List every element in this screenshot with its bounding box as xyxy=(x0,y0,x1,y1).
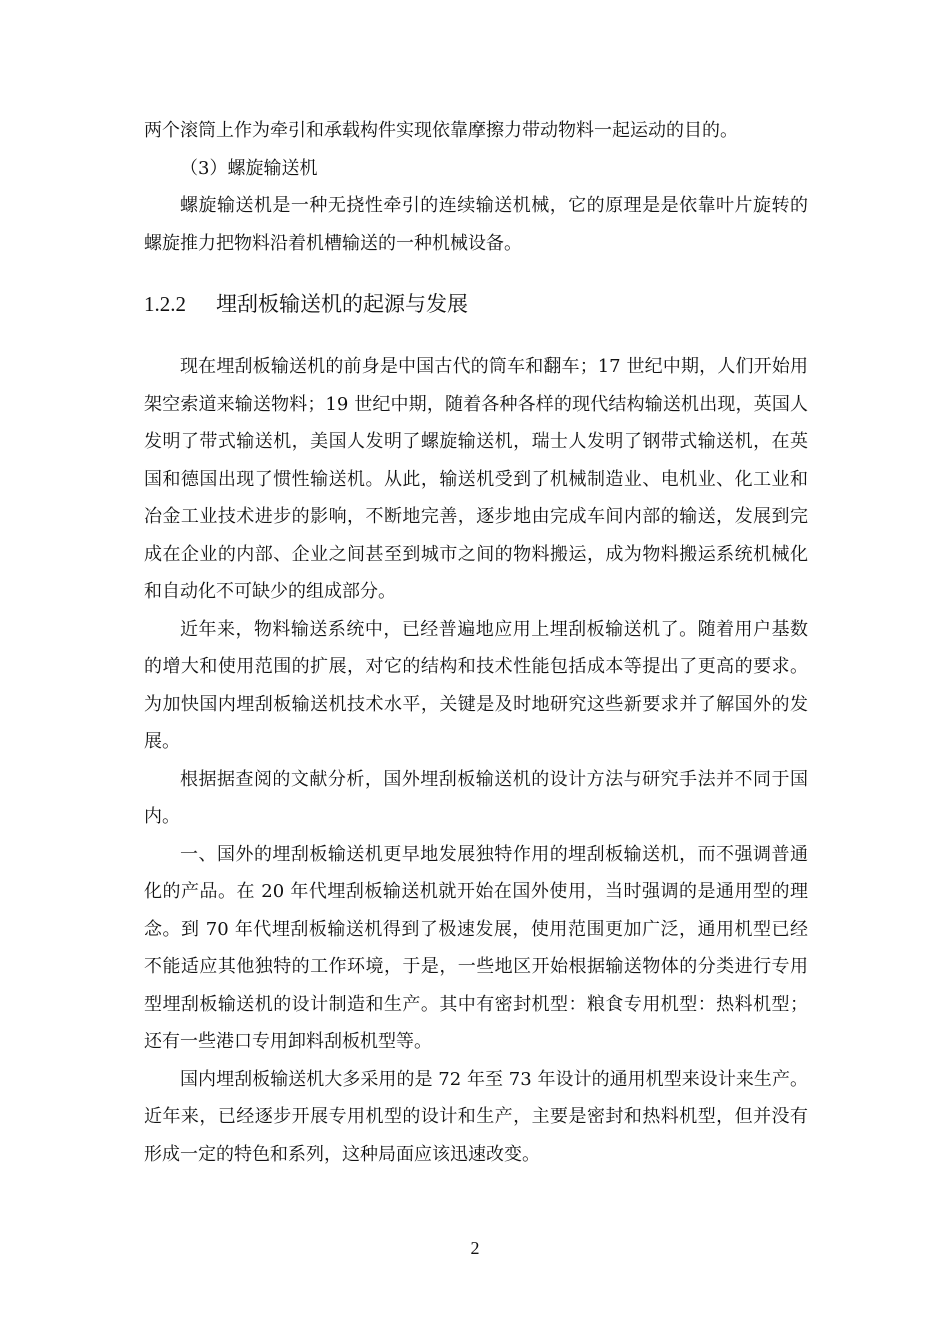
paragraph-literature: 根据据查阅的文献分析，国外埋刮板输送机的设计方法与研究手法并不同于国内。 xyxy=(144,768,808,827)
paragraph-domestic-status: 国内埋刮板输送机大多采用的是 72 年至 73 年设计的通用机型来设计来生产。近年来，已经逐步开展专用机型的设计和生产，主要是密封和热料机型，但并没有形成一定的特色和系列，这种局面应该迅速改变。 xyxy=(144,1068,808,1165)
top-text-block xyxy=(144,112,808,262)
body-text-block xyxy=(144,348,808,1173)
paragraph-recent-years: 近年来，物料输送系统中，已经普遍地应用上埋刮板输送机了。随着用户基数的增大和使用范围的扩展，对它的结构和技术性能包括成本等提出了更高的要求。为加快国内埋刮板输送机技术水平，关键是及时地研究这些新要求并了解国外的发展。 xyxy=(144,618,808,752)
paragraph-screw-conveyor: 螺旋输送机是一种无挠性牵引的连续输送机械，它的原理是是依靠叶片旋转的螺旋推力把物料沿着机槽输送的一种机械设备。 xyxy=(144,195,808,254)
page-number: 2 xyxy=(470,1238,480,1258)
paragraph-foreign-development: 一、国外的埋刮板输送机更早地发展独特作用的埋刮板输送机，而不强调普通化的产品。在 20 年代埋刮板输送机就开始在国外使用，当时强调的是通用型的理念。到 70 年代埋刮板输送机得到了极速发展，使用范围更加广泛，通用机型已经不能适应其他独特的工作环境，于是，一些地区开始根据输送物体的分类进行专用型埋刮板输送机的设计制造和生产。其中有密封机型：粮食专用机型：热料机型；还有一些港口专用卸料刮板机型等。 xyxy=(144,843,808,1052)
section-title: 埋刮板输送机的起源与发展 xyxy=(216,292,468,316)
paragraph-origin: 现在埋刮板输送机的前身是中国古代的筒车和翻车；17 世纪中期，人们开始用架空索道来输送物料；19 世纪中期，随着各种各样的现代结构输送机出现，英国人发明了带式输送机，美国人发明了螺旋输送机，瑞士人发明了钢带式输送机，在英国和德国出现了惯性输送机。从此，输送机受到了机械制造业、电机业、化工业和冶金工业技术进步的影响，不断地完善，逐步地由完成车间内部的输送，发展到完成在企业的内部、企业之间甚至到城市之间的物料搬运，成为物料搬运系统机械化和自动化不可缺少的组成部分。 xyxy=(144,356,808,602)
section-number: 1.2.2 xyxy=(144,292,186,316)
section-heading xyxy=(144,284,808,324)
subheading-screw-conveyor: （3）螺旋输送机 xyxy=(180,157,318,179)
paragraph-roller-conveyor-end: 两个滚筒上作为牵引和承载构件实现依靠摩擦力带动物料一起运动的目的。 xyxy=(144,120,738,141)
